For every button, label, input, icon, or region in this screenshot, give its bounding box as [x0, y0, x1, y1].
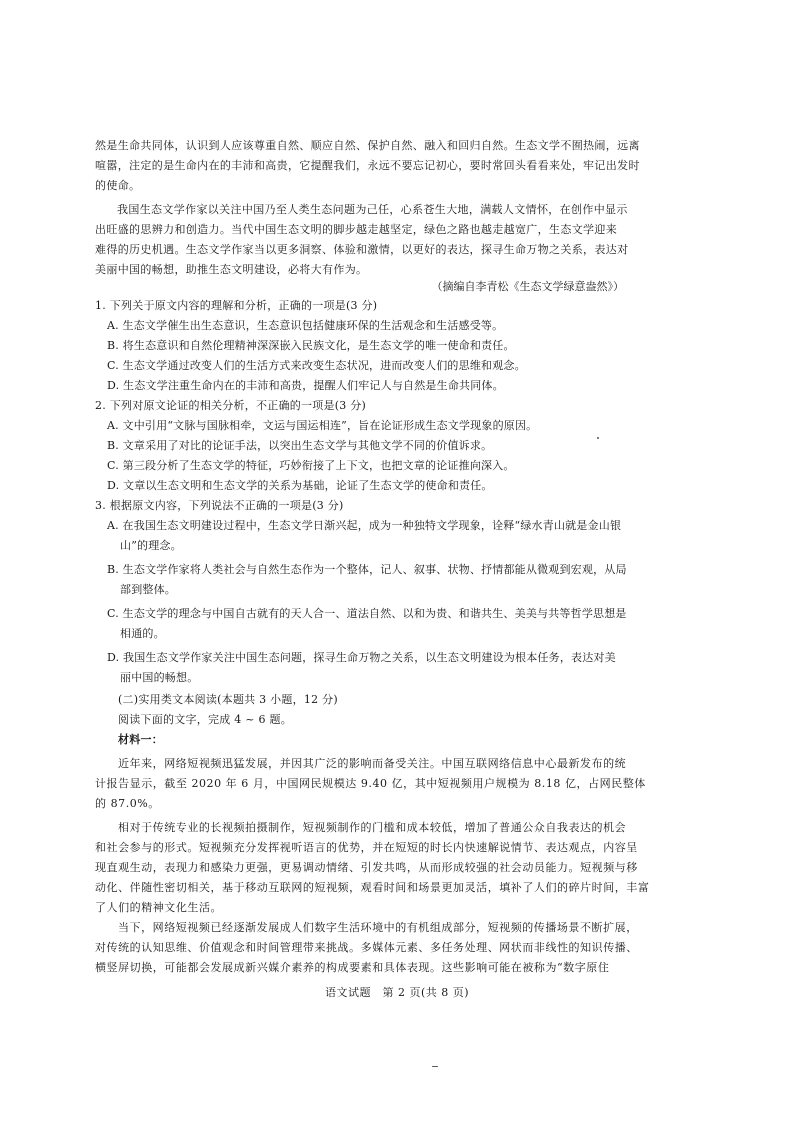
material-line: 了人们的精神文化生活。 [95, 901, 223, 914]
material-line: 当下，网络短视频已经逐渐发展成人们数字生活环境中的有机组成部分，短视频的传播场景不断扩展， [118, 921, 638, 934]
q1-option-c: C. 生态文学通过改变人们的生活方式来改变生态状况，进而改变人们的思维和观念。 [107, 359, 526, 372]
q2-option-c: C. 第三段分析了生态文学的特征，巧妙衔接了上下文，也把文章的论证推向深入。 [107, 459, 515, 472]
q3-option-d: D. 我国生态文学作家关注中国生态问题，探寻生命万物之关系，以生态文明建设为根本任务，表达对美 [107, 651, 616, 664]
passage-line: 我国生态文学作家以关注中国乃至人类生态问题为己任，心系苍生大地，满载人文情怀，在创作中显示 [117, 203, 628, 216]
question-1-stem: 1. 下列关于原文内容的理解和分析，正确的一项是(3 分) [95, 299, 378, 312]
material-label: 材料一： [118, 733, 163, 746]
scan-speck [597, 437, 599, 439]
material-line: 相对于传统专业的长视频拍摄制作，短视频制作的门槛和成本较低，增加了普通公众自我表达的机会 [118, 821, 627, 834]
material-line: 和社会参与的形式。短视频充分发挥视听语言的优势，并在短短的时长内快速解说情节、表达观点，内容呈 [95, 841, 638, 854]
q3-option-d-cont: 丽中国的畅想。 [120, 671, 199, 684]
material-line: 现直观生动，表现力和感染力更强，更易调动情绪、引发共鸣，从而形成较强的社会动员能力。短视频与移 [95, 861, 638, 874]
source-citation: （摘编自李青松《生态文学绿意盎然》） [431, 280, 624, 293]
q3-option-c: C. 生态文学的理念与中国自古就有的天人合一、道法自然、以和为贵、和谐共生、美美与共等哲学思想是 [107, 607, 627, 620]
q2-option-a: A. 文中引用“文脉与国脉相牵，文运与国运相连”，旨在论证形成生态文学现象的原因。 [107, 419, 538, 432]
q3-option-a-cont: 山”的理念。 [120, 539, 182, 552]
q3-option-c-cont: 相通的。 [120, 627, 165, 640]
material-line: 动化、伴随性密切相关，基于移动互联网的短视频，观看时间和场景更加灵活，填补了人们的碎片时间，丰富 [95, 881, 650, 894]
question-3-stem: 3. 根据原文内容，下列说法不正确的一项是(3 分) [95, 499, 344, 512]
section-instruction: 阅读下面的文字，完成 4 ~ 6 题。 [118, 713, 292, 726]
q1-option-a: A. 生态文学催生出生态意识，生态意识包括健康环保的生活观念和生活感受等。 [107, 319, 504, 332]
material-line: 的 87.0%。 [95, 797, 160, 810]
q1-option-d: D. 生态文学注重生命内在的丰沛和高贵，提醒人们牢记人与自然是生命共同体。 [107, 379, 504, 392]
passage-line: 的使命。 [95, 179, 141, 192]
question-2-stem: 2. 下列对原文论证的相关分析，不正确的一项是(3 分) [95, 399, 367, 412]
q3-option-b-cont: 部到整体。 [120, 583, 176, 596]
page-footer: 语文试题 第 2 页(共 8 页) [324, 986, 470, 999]
q2-option-d: D. 文章以生态文明和生态文学的关系为基础，论证了生态文学的使命和责任。 [107, 479, 493, 492]
scan-speck [432, 1066, 438, 1067]
passage-line: 难得的历史机遇。生态文学作家当以更多洞察、体验和激情，以更好的表达，探寻生命万物之关系，表达对 [95, 243, 629, 256]
q3-option-a: A. 在我国生态文明建设过程中，生态文学日渐兴起，成为一种独特文学现象，诠释“绿水青山就是金山银 [107, 519, 622, 532]
q2-option-b: B. 文章采用了对比的论证手法，以突出生态文学与其他文学不同的价值诉求。 [107, 439, 493, 452]
section-heading: (二)实用类文本阅读(本题共 3 小题，12 分) [118, 693, 338, 706]
material-line: 近年来，网络短视频迅猛发展，并因其广泛的影响而备受关注。中国互联网络信息中心最新发布的统 [118, 757, 627, 770]
q3-option-b: B. 生态文学作家将人类社会与自然生态作为一个整体，记人、叙事、状物、抒情都能从微观到宏观，从局 [107, 563, 627, 576]
passage-line: 美丽中国的畅想，助推生态文明建设，必将大有作为。 [95, 263, 368, 276]
passage-line: 喧嚣，注定的是生命内在的丰沛和高贵，它提醒我们，永远不要忘记初心，要时常回头看看来处，牢记出发时 [95, 159, 640, 172]
q1-option-b: B. 将生态意识和自然伦理精神深深嵌入民族文化，是生态文学的唯一使命和责任。 [107, 339, 515, 352]
material-line: 对传统的认知思维、价值观念和时间管理带来挑战。多媒体元素、多任务处理、网状而非线性的知识传播、 [95, 941, 638, 954]
passage-line: 然是生命共同体，认识到人应该尊重自然、顺应自然、保护自然、融入和回归自然。生态文学不囿热闹，远离 [95, 139, 640, 152]
material-line: 横竖屏切换，可能都会发展成新兴媒介素养的构成要素和具体表现。这些影响可能在被称为“数字原住 [95, 961, 610, 974]
material-line: 计报告显示，截至 2020 年 6 月，中国网民规模达 9.40 亿，其中短视频用户规模为 8.18 亿，占网民整体 [95, 777, 646, 790]
passage-line: 出旺盛的思辨力和创造力。当代中国生态文明的脚步越走越坚定，绿色之路也越走越宽广，生态文学迎来 [95, 223, 618, 236]
